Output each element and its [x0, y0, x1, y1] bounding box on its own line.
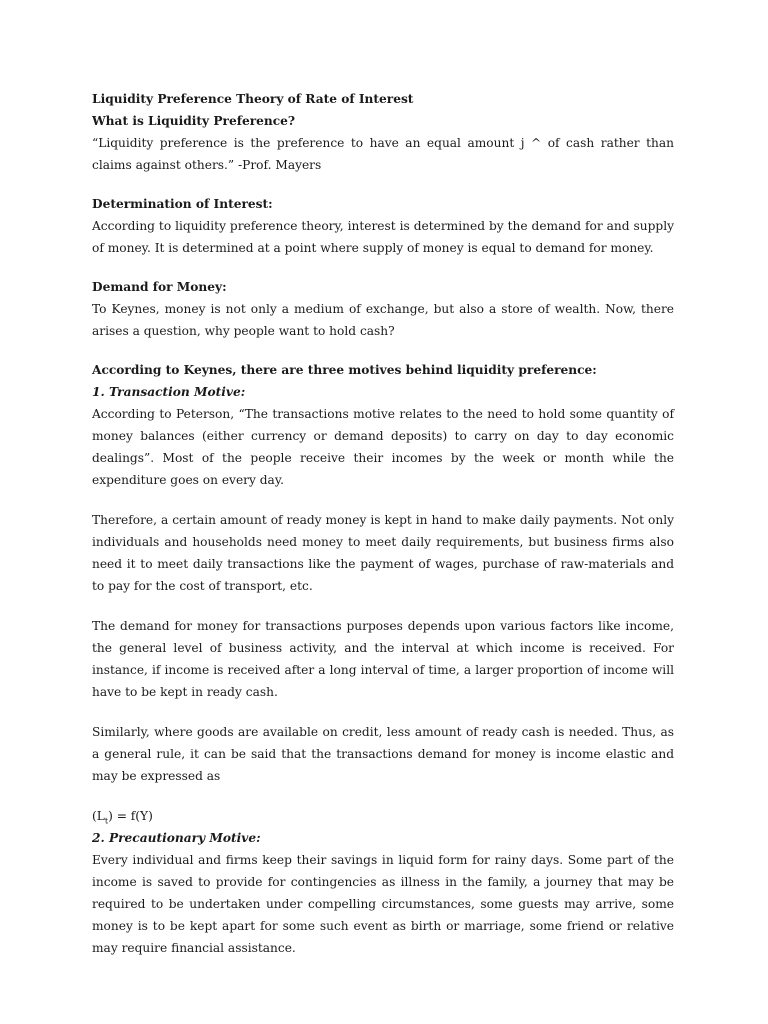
- document-title: Liquidity Preference Theory of Rate of Interest: [92, 92, 414, 106]
- subheading-transaction-motive: 1. Transaction Motive:: [92, 385, 246, 399]
- formula-subscript: t: [104, 816, 109, 826]
- subheading-precautionary-motive: 2. Precautionary Motive:: [92, 831, 261, 845]
- section-heading-what-is: What is Liquidity Preference?: [92, 114, 296, 128]
- section-body-what-is: “Liquidity preference is the preference to have an equal amount j ^ of cash rather than claims against others.” -Prof. Mayers: [92, 136, 674, 172]
- document-page: [92, 88, 674, 959]
- section-heading-determination: Determination of Interest:: [92, 197, 273, 211]
- formula-open: (L: [92, 809, 105, 823]
- precautionary-paragraph: Every individual and firms keep their savings in liquid form for rainy days. Some part of the income is saved to provide for contingencies as illness in the family, a journey that may be required to be undertaken under compelling circumstances, some guests may arrive, some money is to be kept apart for some such event as birth or marriage, some friend or relative may require financial assistance.: [92, 853, 674, 955]
- transaction-paragraph-4: Similarly, where goods are available on credit, less amount of ready cash is needed. Thus, as a general rule, it can be said that the transactions demand for money is income elastic and may be expressed as: [92, 725, 674, 783]
- transaction-paragraph-2: Therefore, a certain amount of ready money is kept in hand to make daily payments. Not only individuals and households need money to meet daily requirements, but business firms also need it to meet daily transactions like the payment of wages, purchase of raw-materials and to pay for the cost of transport, etc.: [92, 513, 674, 593]
- transaction-paragraph-1: According to Peterson, “The transactions motive relates to the need to hold some quantity of money balances (either currency or demand deposits) to carry on day to day economic dealings”. Most of the people receive their incomes by the week or month while the expenditure goes on every day.: [92, 407, 674, 487]
- section-heading-motives: According to Keynes, there are three motives behind liquidity preference:: [92, 363, 597, 377]
- section-body-demand: To Keynes, money is not only a medium of exchange, but also a store of wealth. Now, there arises a question, why people want to hold cash?: [92, 302, 674, 338]
- section-heading-demand: Demand for Money:: [92, 280, 227, 294]
- section-body-determination: According to liquidity preference theory, interest is determined by the demand for and supply of money. It is determined at a point where supply of money is equal to demand for money.: [92, 219, 674, 255]
- transaction-paragraph-3: The demand for money for transactions purposes depends upon various factors like income, the general level of business activity, and the interval at which income is received. For instance, if income is received after a long interval of time, a larger proportion of income will have to be kept in ready cash.: [92, 619, 674, 699]
- transaction-demand-formula: [92, 805, 674, 827]
- formula-close: ) = f(Y): [108, 809, 153, 823]
